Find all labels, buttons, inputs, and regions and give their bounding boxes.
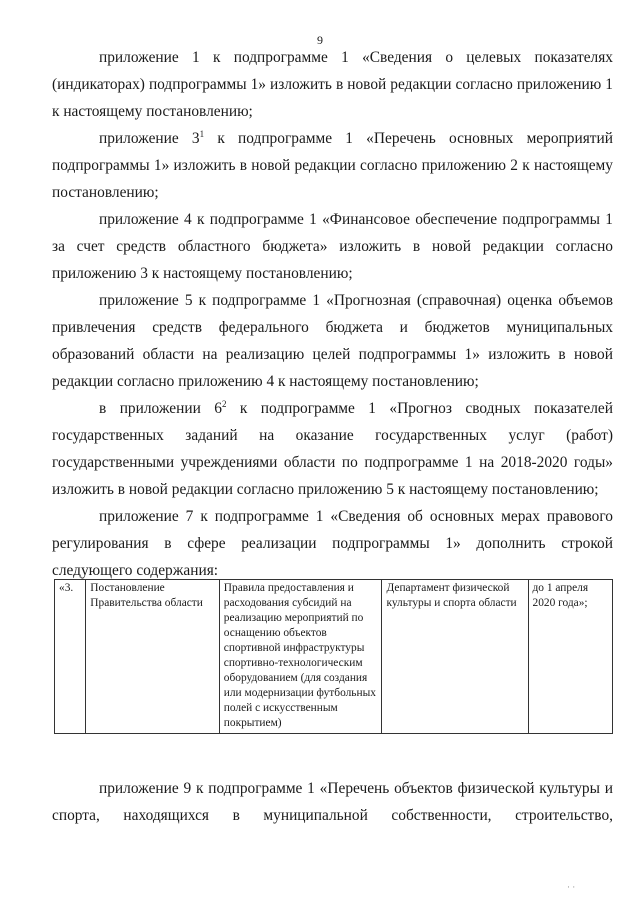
- scan-mark: · ·: [567, 882, 576, 892]
- paragraph-appendix-5: приложение 5 к подпрограмме 1 «Прогнозная (справочная) оценка объемов привлечения средств федерального бюджета и бюджетов муниципальных образований области на реализацию целей подпрограммы 1» изложить в новой редакции согласно приложению 4 к настоящему постановлению;: [52, 292, 613, 390]
- cell-deadline: до 1 апреля 2020 года»;: [528, 580, 613, 734]
- cell-act-name: Правила предоставления и расходования субсидий на реализацию мероприятий по оснащению объектов спортивной инфраструктуры спортивно-технологическим оборудованием (для создания или модернизации футбольных полей с искусственным покрытием): [219, 580, 382, 734]
- legal-measures-table: [54, 579, 613, 734]
- paragraph-appendix-1: приложение 1 к подпрограмме 1 «Сведения о целевых показателях (индикаторах) подпрограммы 1» изложить в новой редакции согласно приложению 1 к настоящему постановлению;: [52, 49, 613, 120]
- paragraph-appendix-3-1: [52, 125, 613, 206]
- page-number: 9: [317, 33, 323, 47]
- paragraph-appendix-7: приложение 7 к подпрограмме 1 «Сведения об основных мерах правового регулирования в сфере реализации подпрограммы 1» дополнить строкой следующего содержания:: [52, 508, 613, 579]
- paragraph-text-start: приложение 3: [99, 130, 200, 147]
- paragraph-text-start: в приложении 6: [99, 400, 222, 417]
- paragraph-appendix-9: приложение 9 к подпрограмме 1 «Перечень объектов физической культуры и спорта, находящихся в муниципальной собственности, строительство,: [52, 780, 613, 824]
- paragraph-text-end: к подпрограмме 1 «Прогноз сводных показателей государственных заданий на оказание государственных услуг (работ) государственными учреждениями области по подпрограмме 1 на 2018-2020 годы» изложить в новой редакции согласно приложению 5 к настоящему постановлению;: [52, 400, 613, 498]
- superscript: 1: [199, 128, 205, 139]
- cell-act-type: Постановление Правительства области: [86, 580, 220, 734]
- paragraph-appendix-4: приложение 4 к подпрограмме 1 «Финансовое обеспечение подпрограммы 1 за счет средств областного бюджета» изложить в новой редакции согласно приложению 3 к настоящему постановлению;: [52, 211, 613, 282]
- cell-executor: Департамент физической культуры и спорта области: [382, 580, 528, 734]
- paragraph-appendix-6-2: [52, 395, 613, 503]
- table-row: [55, 580, 613, 734]
- cell-number: «3.: [55, 580, 86, 734]
- superscript: 2: [221, 398, 227, 409]
- paragraph-text-end: к подпрограмме 1 «Перечень основных мероприятий подпрограммы 1» изложить в новой редакции согласно приложению 2 к настоящему постановлению;: [52, 130, 613, 201]
